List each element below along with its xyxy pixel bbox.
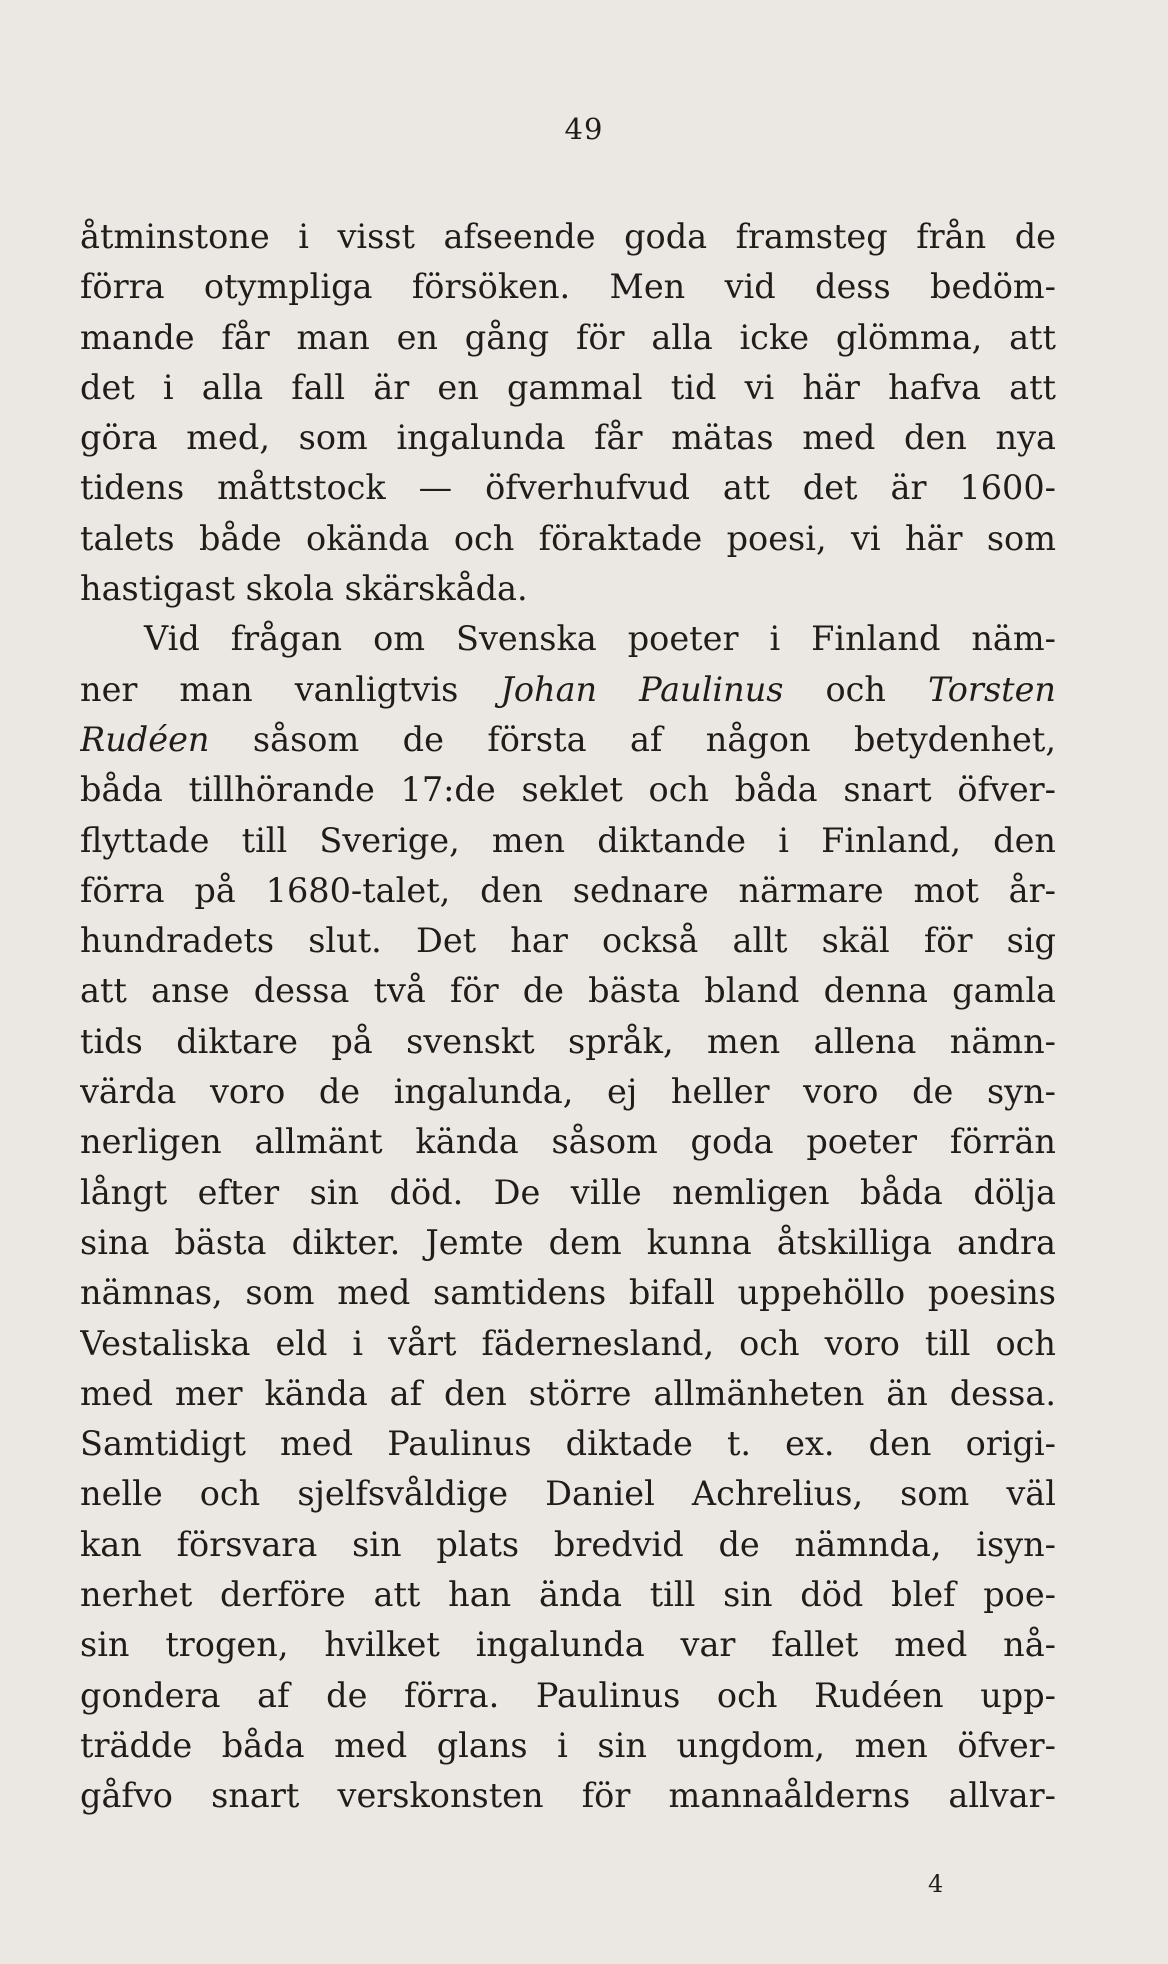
text-line-4: det i alla fall är en gammal tid vi här hafva att <box>80 367 1056 407</box>
text-line-18: värda voro de ingalunda, ej heller voro de syn- <box>80 1072 1056 1112</box>
body-text <box>80 212 1056 1822</box>
text-line-30: gondera af de förra. Paulinus och Rudéen upp- <box>80 1675 1056 1715</box>
text-fragment: ner man vanligtvis <box>80 669 501 709</box>
text-fragment: och <box>783 669 929 709</box>
text-line-3: mande får man en gång för alla icke glömma, att <box>80 317 1056 357</box>
text-line-20: långt efter sin död. De ville nemligen båda dölja <box>80 1172 1056 1212</box>
page-number: 49 <box>564 112 604 146</box>
text-fragment: såsom de första af någon betydenhet, <box>209 719 1056 759</box>
text-line-23: Vestaliska eld i vårt fädernesland, och voro till och <box>80 1323 1056 1363</box>
text-line-6: tidens måttstock — öfverhufvud att det är 1600- <box>80 468 1056 508</box>
text-line-24: med mer kända af den större allmänheten än dessa. <box>80 1373 1056 1413</box>
text-line-26: nelle och sjelfsvåldige Daniel Achrelius, som väl <box>80 1474 1056 1514</box>
text-line-11 <box>80 715 1056 765</box>
text-line-9: Vid frågan om Svenska poeter i Finland näm- <box>144 619 1056 659</box>
text-line-28: nerhet derföre att han ända till sin död blef poe- <box>80 1575 1056 1615</box>
text-line-2: förra otympliga försöken. Men vid dess bedöm- <box>80 267 1056 307</box>
text-line-12: båda tillhörande 17:de seklet och båda snart öfver- <box>80 770 1056 810</box>
text-line-31: trädde båda med glans i sin ungdom, men öfver- <box>80 1725 1056 1765</box>
text-line-25: Samtidigt med Paulinus diktade t. ex. den origi- <box>80 1424 1056 1464</box>
text-line-22: nämnas, som med samtidens bifall uppehöllo poesins <box>80 1273 1056 1313</box>
text-line-29: sin trogen, hvilket ingalunda var fallet med nå- <box>80 1625 1056 1665</box>
text-line-14: förra på 1680-talet, den sednare närmare mot år- <box>80 870 1056 910</box>
text-line-15: hundradets slut. Det har också allt skäl för sig <box>80 921 1056 961</box>
name-torsten: Torsten <box>928 669 1056 709</box>
text-line-21: sina bästa dikter. Jemte dem kunna åtskilliga andra <box>80 1222 1056 1262</box>
text-line-17: tids diktare på svenskt språk, men allena nämn- <box>80 1021 1056 1061</box>
text-line-13: flyttade till Sverige, men diktande i Finland, den <box>80 820 1056 860</box>
text-line-27: kan försvara sin plats bredvid de nämnda, isyn- <box>80 1524 1056 1564</box>
name-rudeen: Rudéen <box>80 719 210 759</box>
text-line-10 <box>80 665 1056 715</box>
text-line-7: talets både okända och föraktade poesi, vi här som <box>80 518 1056 558</box>
name-johan-paulinus: Johan Paulinus <box>500 669 784 709</box>
text-line-5: göra med, som ingalunda får mätas med den nya <box>80 418 1056 458</box>
signature-mark: 4 <box>928 1870 944 1898</box>
text-line-8: hastigast skola skärskåda. <box>80 569 528 609</box>
text-line-1: åtminstone i visst afseende goda framsteg från de <box>80 217 1056 256</box>
text-line-32: gåfvo snart verskonsten för mannaålderns allvar- <box>80 1776 1056 1816</box>
text-line-19: nerligen allmänt kända såsom goda poeter förrän <box>80 1122 1056 1162</box>
text-line-16: att anse dessa två för de bästa bland denna gamla <box>80 971 1056 1011</box>
